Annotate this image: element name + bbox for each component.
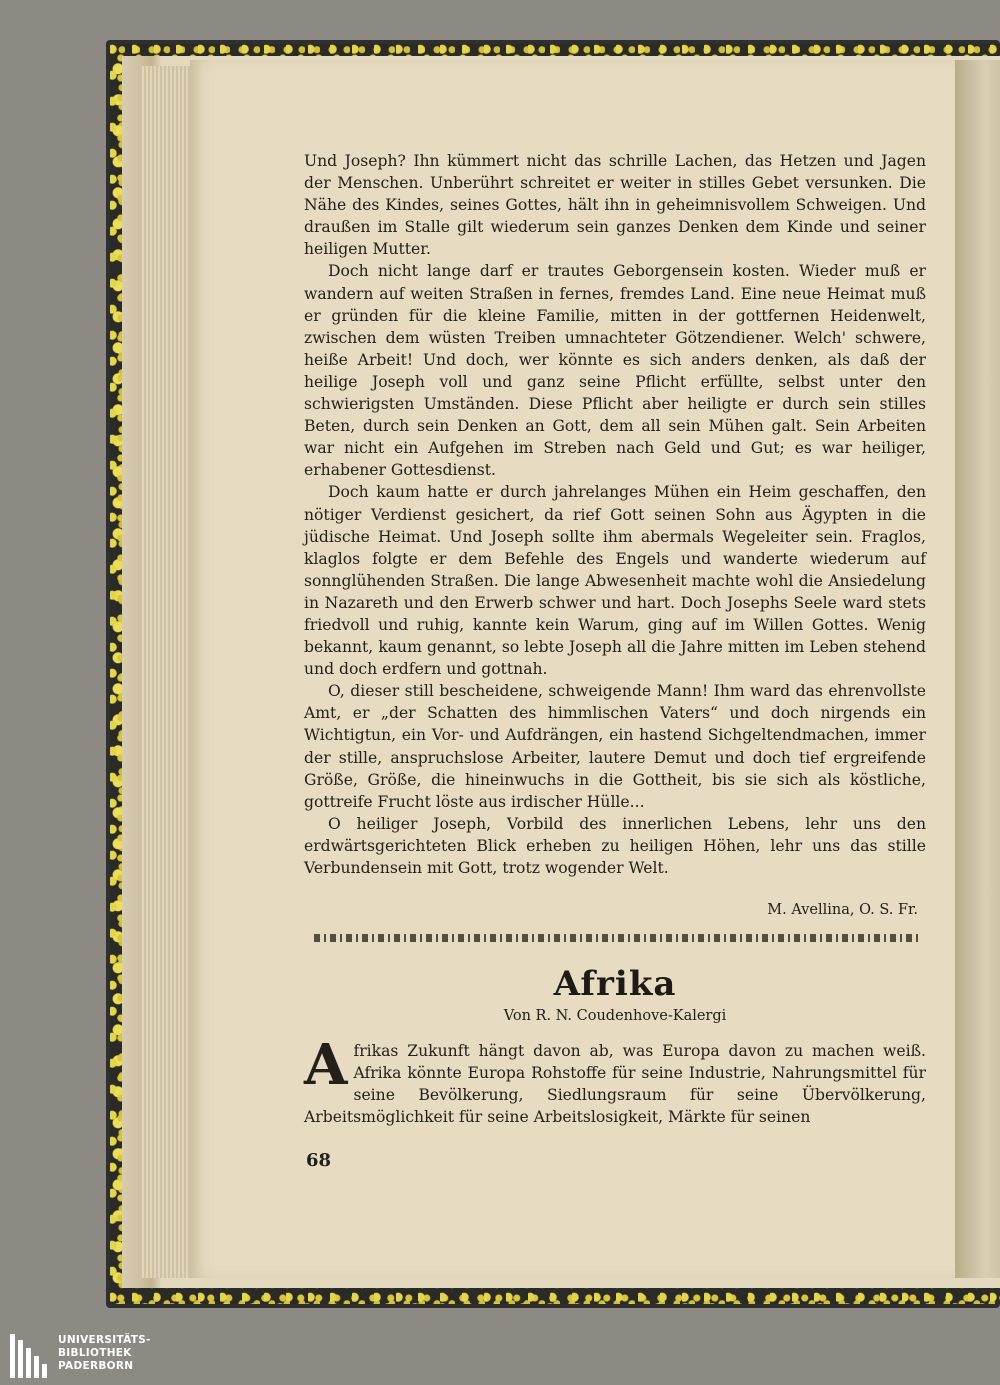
paragraph-2: Doch nicht lange darf er trautes Geborgensein kosten. Wieder muß er wandern auf weiten Straßen in fernes, fremdes Land. Eine neue Heimat muß er gründen für die kleine Familie, mitten in der gottfernen Heidenwelt, zwischen dem wüsten Treiben umnachteter Götzendiener. Welch' schwere, heiße Arbeit! Und doch, wer könnte es sich anders denken, als daß der heilige Joseph voll und ganz seine Pflicht erfüllte, selbst unter den schwierigsten Umständen. Diese Pflicht aber heiligte er durch sein stilles Beten, durch sein Denken an Gott, dem all sein Mühen galt. Sein Arbeiten war nicht ein Aufgehen im Streben nach Geld und Gut; es war heiliger, erhabener Gottesdienst.	[304, 262, 926, 480]
drop-cap: A	[304, 1032, 348, 1098]
section-body-text: frikas Zukunft hängt davon ab, was Europa davon zu machen weiß. Afrika könnte Europa Rohstoffe für seine Industrie, Nahrungsmittel für seine Bevölkerung, Siedlungsraum für seine Übervölkerung, Arbeitsmöglichkeit für seine Arbeitslosigkeit, Märkte für seinen	[304, 1042, 926, 1127]
page-edges	[140, 66, 194, 1278]
page-number: 68	[306, 1150, 332, 1171]
paragraph-4: O, dieser still bescheidene, schweigende Mann! Ihm ward das ehrenvollste Amt, er „der Schatten des himmlischen Vaters“ und doch nirgends ein Wichtigtun, ein Vor- und Aufdrängen, ein hastend Sichgeltendmachen, immer der stille, anspruchslose Arbeiter, lautere Demut und doch tief ergreifende Größe, Größe, die hineinwuchs in die Gottheit, bis sie sich als köstliche, gottreife Frucht löste aus irdischer Hülle...	[304, 682, 926, 811]
ornamental-divider	[314, 934, 918, 942]
logo-line-3: PADERBORN	[58, 1360, 134, 1372]
logo-text	[58, 1334, 151, 1373]
paragraph-1: Und Joseph? Ihn kümmert nicht das schrille Lachen, das Hetzen und Jagen der Menschen. Unberührt schreitet er weiter in stilles Gebet versunken. Die Nähe des Kindes, seines Gottes, hält ihn in geheimnisvollem Schweigen. Und draußen im Stalle gilt wiederum sein ganzes Denken dem Kinde und seiner heiligen Mutter.	[304, 152, 926, 259]
section-title: Afrika	[553, 964, 677, 1004]
article-text	[304, 150, 926, 879]
byline: Von R. N. Coudenhove-Kalergi	[503, 1008, 727, 1024]
paragraph-5: O heiliger Joseph, Vorbild des innerlichen Lebens, lehr uns den erdwärtsgerichteten Blick erheben zu heiligen Höhen, lehr uns das stille Verbundensein mit Gott, trotz wogender Welt.	[304, 814, 926, 877]
section-body	[304, 1032, 926, 1128]
logo-line-1: UNIVERSITÄTS-	[58, 1334, 151, 1346]
author-signature: M. Avellina, O. S. Fr.	[767, 902, 918, 918]
library-logo	[8, 1334, 168, 1378]
logo-bars-icon	[8, 1334, 52, 1378]
paragraph-3: Doch kaum hatte er durch jahrelanges Mühen ein Heim geschaffen, den nötiger Verdienst gesichert, da rief Gott seinen Sohn aus Ägypten in die jüdische Heimat. Und Joseph sollte ihm abermals Wegeleiter sein. Fraglos, klaglos folgte er dem Befehle des Engels und wanderte wiederum auf sonnglühenden Straßen. Die lange Abwesenheit machte wohl die Ansiedelung in Nazareth und den Erwerb schwer und hart. Doch Josephs Seele ward stets friedvoll und ruhig, kannte kein Warum, ging auf im Willen Gottes. Wenig bekannt, kaum genannt, so lebte Joseph all die Jahre mitten im Leben stehend und doch erdfern und gottnah.	[304, 483, 926, 679]
page-right-edge	[955, 60, 1000, 1278]
logo-line-2: BIBLIOTHEK	[58, 1347, 132, 1359]
